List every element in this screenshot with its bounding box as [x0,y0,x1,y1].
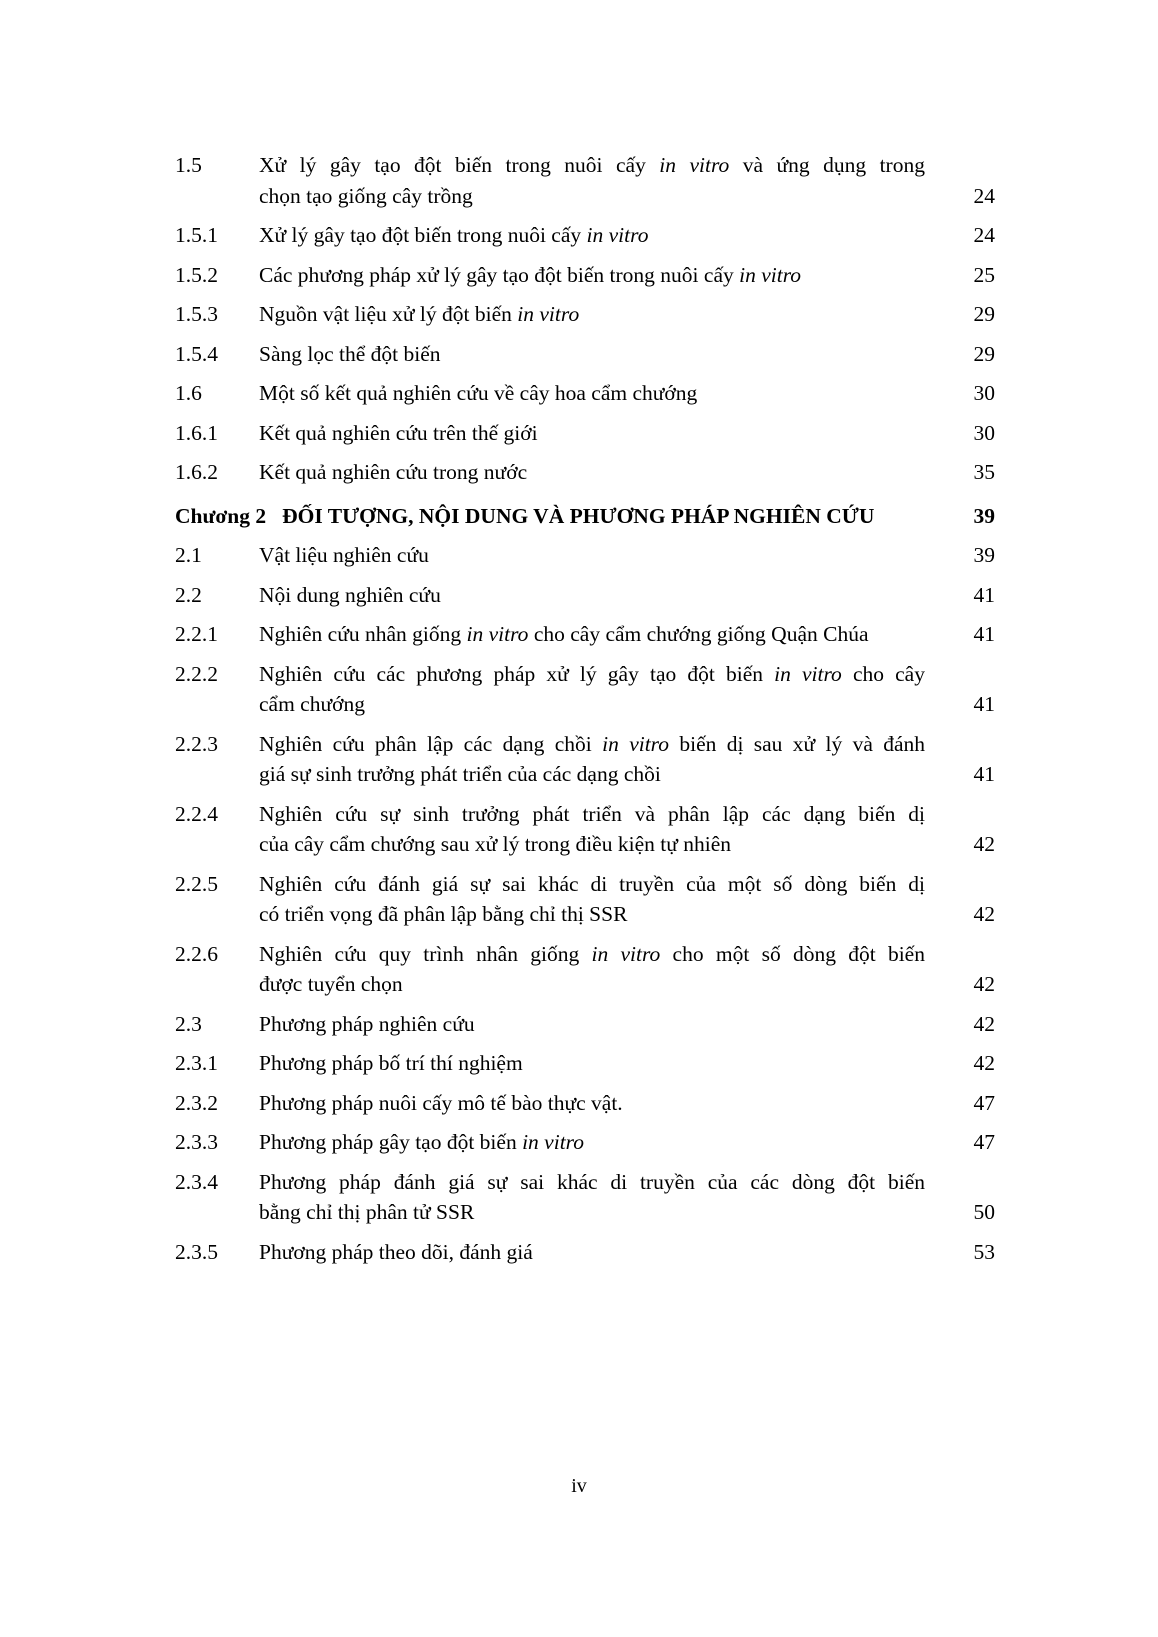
toc-entry-title: Kết quả nghiên cứu trên thế giới [259,420,538,445]
toc-entry-title: Nghiên cứu các phương pháp xử lý gây tạo đột biến in vitro cho cây [259,661,925,686]
toc-entry-title: Nội dung nghiên cứu [259,582,441,607]
toc-entry[interactable] [175,457,995,488]
toc-entry-number: 2.2.5 [175,871,218,896]
toc-entry-number: 1.5.1 [175,223,218,248]
toc-row [175,1048,995,1079]
toc-entry[interactable] [175,378,995,409]
toc-entry-page: 30 [973,381,995,406]
toc-entry-number: 1.5.3 [175,302,218,327]
toc-entry[interactable] [175,1009,995,1040]
toc-entry-page: 24 [973,223,995,248]
toc-entry[interactable] [175,1088,995,1119]
toc-entry-page: 41 [973,762,995,787]
toc-row [175,150,995,181]
page-number: iv [571,1475,587,1497]
toc-entry-page: 41 [973,692,995,717]
toc-entry-page: 42 [973,832,995,857]
toc-entry-page: 42 [973,902,995,927]
toc-entry[interactable] [175,659,995,720]
toc-entry-number: 1.5 [175,153,202,177]
toc-entry[interactable] [175,580,995,611]
toc-entry-page: 24 [973,183,995,208]
toc-row [175,1167,995,1198]
toc-entry-title: giá sự sinh trưởng phát triển của các dạng chồi [259,762,661,787]
toc-entry-title: Phương pháp gây tạo đột biến in vitro [259,1130,584,1155]
toc-row-continuation [175,759,995,790]
toc-entry-number: 2.2 [175,582,202,607]
toc-row-continuation [175,181,995,212]
toc-entry-number: 2.3.1 [175,1051,218,1076]
toc-row [175,540,995,571]
toc-entry-title: Nghiên cứu sự sinh trưởng phát triển và phân lập các dạng biến dị [259,801,925,826]
toc-entry-number: 1.6 [175,381,202,406]
toc-entry[interactable] [175,540,995,571]
italic-term: in vitro [774,661,842,686]
toc-entry-page: 42 [973,972,995,997]
italic-term: in vitro [522,1130,584,1155]
toc-entry-page: 35 [973,460,995,485]
toc-row [175,418,995,449]
toc-row-continuation [175,899,995,930]
italic-term: in vitro [517,302,580,327]
toc-row [175,457,995,488]
italic-term: in vitro [586,223,649,248]
toc-entry-title: cẩm chướng [259,692,365,717]
toc-entry[interactable] [175,799,995,860]
toc-row [175,729,995,760]
toc-entry-title: Xử lý gây tạo đột biến trong nuôi cấy in vitro và ứng dụng trong [259,153,925,177]
toc-entry-number: 1.5.4 [175,341,218,366]
toc-entry-number: 1.5.2 [175,262,218,287]
toc-entry-title: chọn tạo giống cây trồng [259,183,473,208]
toc-entry[interactable] [175,150,995,211]
toc-entry[interactable] [175,339,995,370]
toc-entry-page: 47 [973,1090,995,1115]
toc-row [175,220,995,251]
toc-entry-number: 1.6.2 [175,460,218,485]
toc-entry-title: có triển vọng đã phân lập bằng chỉ thị SSR [259,902,628,927]
toc-entry-title: Các phương pháp xử lý gây tạo đột biến trong nuôi cấy in vitro [259,262,802,287]
toc-entry-title: Phương pháp bố trí thí nghiệm [259,1051,523,1076]
toc-entry-title: Xử lý gây tạo đột biến trong nuôi cấy in vitro [259,223,649,248]
toc-entry-page: 41 [973,582,995,607]
toc-entry-number: 2.3.4 [175,1169,218,1194]
toc-entry[interactable] [175,260,995,291]
toc-entry[interactable] [175,1048,995,1079]
toc-entry-number: 2.3.5 [175,1239,218,1264]
italic-term: in vitro [739,262,802,287]
toc-entry-page: 42 [973,1011,995,1036]
toc-entry-page: 29 [973,341,995,366]
toc-entry-number: 2.2.1 [175,622,218,647]
toc-row [175,1127,995,1158]
toc-row [175,939,995,970]
toc-row [175,339,995,370]
toc-row-continuation [175,1197,995,1228]
toc-entry-page: 53 [973,1239,995,1264]
toc-entry[interactable] [175,729,995,790]
toc-entry-number: 2.2.3 [175,731,218,756]
toc-entry[interactable] [175,418,995,449]
toc-entry-title: Vật liệu nghiên cứu [259,543,429,568]
toc-entry-title: ĐỐI TƯỢNG, NỘI DUNG VÀ PHƯƠNG PHÁP NGHIÊN CỨU [282,503,875,528]
toc-entry-page: 29 [973,302,995,327]
toc-entry-number: 2.3.3 [175,1130,218,1155]
toc-row [175,1237,995,1268]
toc-row [175,799,995,830]
toc-entry[interactable] [175,939,995,1000]
toc-row-continuation [175,829,995,860]
toc-entry[interactable] [175,220,995,251]
toc-row [175,260,995,291]
toc-entry[interactable] [175,299,995,330]
toc-row [175,378,995,409]
toc-entry-page: 25 [973,262,995,287]
toc-entry-page: 39 [973,503,995,528]
toc-entry[interactable] [175,501,995,532]
toc-entry-page: 39 [973,543,995,568]
toc-entry-title: Nghiên cứu đánh giá sự sai khác di truyền của một số dòng biến dị [259,871,925,896]
toc-entry-title: Sàng lọc thể đột biến [259,341,441,366]
toc-entry-page: 41 [973,622,995,647]
toc-row [175,869,995,900]
toc-entry-title: được tuyển chọn [259,972,403,997]
toc-entry-title: Nghiên cứu nhân giống in vitro cho cây cẩm chướng giống Quận Chúa [259,622,869,647]
toc-entry-number: 2.2.6 [175,941,218,966]
toc-entry-title: của cây cẩm chướng sau xử lý trong điều kiện tự nhiên [259,832,732,857]
toc-entry-title: Phương pháp theo dõi, đánh giá [259,1239,533,1264]
toc-entry-number: 2.3.2 [175,1090,218,1115]
toc-entry-title: Phương pháp nuôi cấy mô tế bào thực vật. [259,1090,623,1115]
toc-entry-number: 2.2.2 [175,661,218,686]
italic-term: in vitro [602,731,669,756]
toc-entry-page: 47 [973,1130,995,1155]
toc-entry-title: Nghiên cứu phân lập các dạng chồi in vitro biến dị sau xử lý và đánh [259,731,925,756]
toc-entry-number: 2.1 [175,543,202,568]
toc-entry-page: 30 [973,420,995,445]
toc-entry-title: Nguồn vật liệu xử lý đột biến in vitro [259,302,580,327]
toc-entry-page: 50 [973,1200,995,1225]
toc-row [175,659,995,690]
toc-row [175,619,995,650]
toc-entry-number: 2.2.4 [175,801,218,826]
toc-entry[interactable] [175,1237,995,1268]
toc-row [175,580,995,611]
toc-entry[interactable] [175,869,995,930]
toc-entry-title: Một số kết quả nghiên cứu về cây hoa cẩm chướng [259,381,698,406]
toc-entry[interactable] [175,1127,995,1158]
toc-entry-number: Chương 2 [175,503,267,528]
toc-entry-title: Kết quả nghiên cứu trong nước [259,460,528,485]
toc-row-continuation [175,689,995,720]
toc-row [175,1088,995,1119]
toc-row [175,1009,995,1040]
toc-entry-number: 1.6.1 [175,420,218,445]
italic-term: in vitro [659,153,730,177]
toc-row-continuation [175,969,995,1000]
toc-row [175,501,995,532]
toc-entry-page: 42 [973,1051,995,1076]
toc-entry-title: bằng chỉ thị phân tử SSR [259,1200,475,1225]
toc-row [175,299,995,330]
toc-entry-number: 2.3 [175,1011,202,1036]
toc-entry[interactable] [175,619,995,650]
toc-entry[interactable] [175,1167,995,1228]
toc-entry-title: Nghiên cứu quy trình nhân giống in vitro cho một số dòng đột biến [259,941,925,966]
toc-entry-title: Phương pháp nghiên cứu [259,1011,475,1036]
toc-entry-title: Phương pháp đánh giá sự sai khác di truyền của các dòng đột biến [259,1169,925,1194]
italic-term: in vitro [591,941,661,966]
table-of-contents [175,150,995,1267]
italic-term: in vitro [466,622,529,647]
